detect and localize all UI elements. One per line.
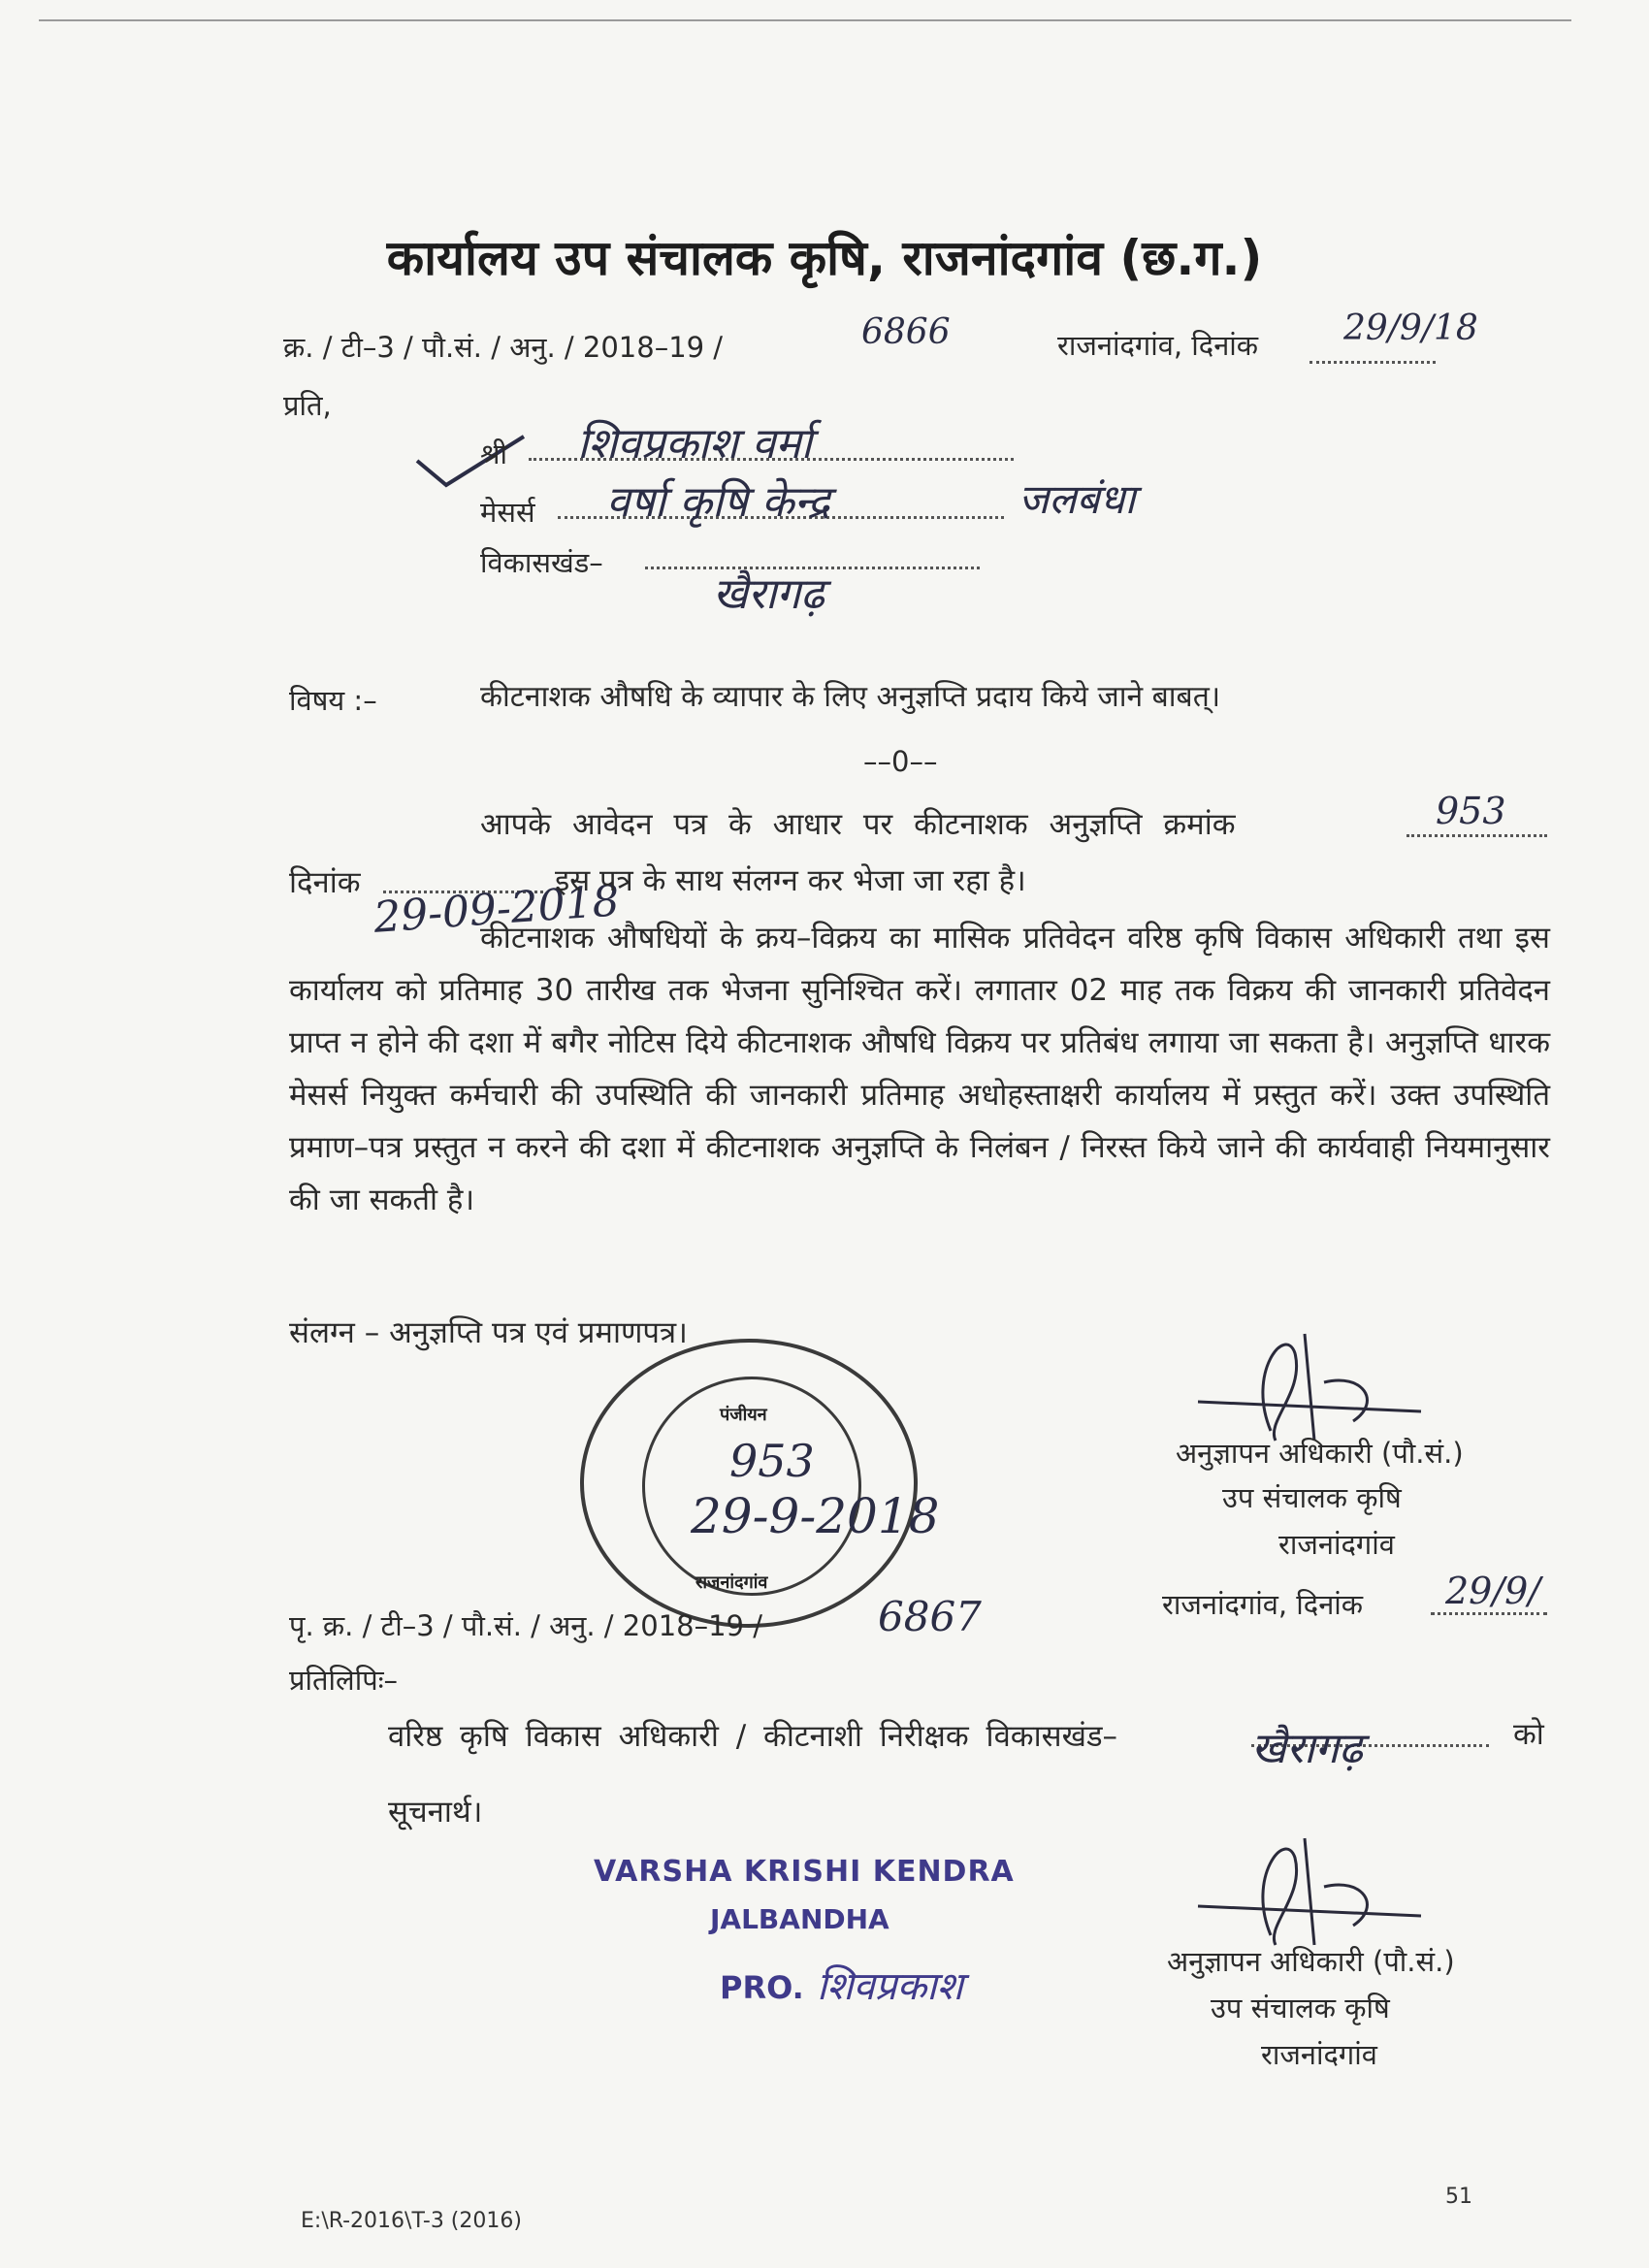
seal-date: 29-9-2018 — [691, 1488, 940, 1544]
copy-place-date-label: राजनांदगांव, दिनांक — [1162, 1588, 1364, 1621]
copy-label: प्रतिलिपिः– — [289, 1664, 399, 1697]
copy-block-handwritten: खैरागढ़ — [1251, 1724, 1363, 1773]
seal-number: 953 — [729, 1435, 815, 1487]
ref-number: क्र. / टी–3 / पौ.सं. / अनु. / 2018–19 / — [283, 331, 724, 364]
dealer-pro-signature: शिवप्रकाश — [817, 1964, 963, 2009]
footer-path: E:\R-2016\T-3 (2016) — [301, 2209, 522, 2233]
officer-signature-2 — [1179, 1819, 1431, 1955]
copy-ref-number: पृ. क्र. / टी–3 / पौ.सं. / अनु. / 2018–19 / — [289, 1609, 762, 1642]
sig1-line1: अनुज्ञापन अधिकारी (पौ.सं.) — [1176, 1437, 1464, 1470]
separator: ––0–– — [863, 745, 938, 778]
subject-text: कीटनाशक औषधि के व्यापार के लिए अनुज्ञप्ति प्रदाय किये जाने बाबत्। — [480, 680, 1221, 714]
shri-handwritten: शिवप्रकाश वर्मा — [577, 419, 813, 469]
copy-line1-end: को — [1513, 1717, 1544, 1752]
messrs-handwritten-2: जलबंधा — [1018, 475, 1136, 523]
para2-body: कीटनाशक औषधियों के क्रय–विक्रय का मासिक प्रतिवेदन वरिष्ठ कृषि विकास अधिकारी तथा इस कार्यालय को प्रतिमाह 30 तारीख तक भेजना सुनिश्चित करें। लगातार 02 माह तक विक्रय की जानकारी प्रतिवेदन प्राप्त न होने की दशा में बगैर नोटिस दिये कीटनाशक औषधि विक्रय पर प्रतिबंध लगाया जा सकता है। अनुज्ञप्ति धारक मेसर्स नियुक्त कर्मचारी की उपस्थिति की जानकारी प्रतिमाह अधोहस्ताक्षरी कार्यालय में प्रस्तुत करें। उक्त उपस्थिति प्रमाण–पत्र प्रस्तुत न करने की दशा में कीटनाशक अनुज्ञप्ति के निलंबन / निरस्त किये जाने की कार्यवाही नियमानुसार की जा सकती है। — [289, 921, 1550, 1217]
block-handwritten: खैरागढ़ — [713, 569, 824, 619]
sig2-line2: उप संचालक कृषि — [1211, 1992, 1390, 2025]
officer-signature-1 — [1179, 1314, 1431, 1450]
enclosure-line: संलग्न – अनुज्ञप्ति पत्र एवं प्रमाणपत्र। — [289, 1315, 688, 1350]
copy-date-dots — [1431, 1612, 1547, 1615]
para1-line2: इस पत्र के साथ संलग्न कर भेजा जा रहा है। — [555, 863, 1026, 898]
copy-line2: सूचनार्थ। — [388, 1795, 483, 1830]
sig2-line3: राजनांदगांव — [1261, 2038, 1377, 2071]
sig1-line3: राजनांदगांव — [1278, 1528, 1395, 1561]
sig1-line2: उप संचालक कृषि — [1222, 1481, 1402, 1514]
para1-date-handwritten: 29-09-2018 — [372, 876, 622, 943]
date-handwritten: 29/9/18 — [1343, 308, 1478, 348]
shri-label: श्री — [480, 437, 508, 470]
copy-date-handwritten: 29/9/ — [1445, 1570, 1541, 1612]
top-border-line — [39, 19, 1571, 21]
messrs-handwritten: वर्षा कृषि केन्द्र — [606, 477, 830, 527]
dealer-pro-label: PRO. — [720, 1969, 804, 2006]
ref-handwritten: 6866 — [861, 312, 951, 352]
page-number: 51 — [1445, 2185, 1472, 2209]
seal-city: राजनांदगांव — [695, 1572, 768, 1593]
license-handwritten: 953 — [1436, 790, 1506, 832]
copy-line1: वरिष्ठ कृषि विकास अधिकारी / कीटनाशी निरीक्षक विकासखंड– — [388, 1719, 1118, 1754]
dealer-place: JALBANDHA — [710, 1903, 889, 1935]
para1-line1: आपके आवेदन पत्र के आधार पर कीटनाशक अनुज्ञप्ति क्रमांक — [480, 807, 1236, 842]
messrs-label: मेसर्स — [480, 496, 535, 529]
copy-ref-handwritten: 6867 — [878, 1593, 982, 1640]
check-mark-icon — [412, 432, 529, 490]
block-label: विकासखंड– — [480, 546, 603, 579]
subject-label: विषय :– — [289, 684, 377, 717]
to-label: प्रति, — [283, 389, 332, 422]
para1-date-label: दिनांक — [289, 865, 361, 900]
place-date-label: राजनांदगांव, दिनांक — [1057, 329, 1259, 362]
sig2-line1: अनुज्ञापन अधिकारी (पौ.सं.) — [1167, 1945, 1455, 1978]
office-title: कार्यालय उप संचालक कृषि, राजनांदगांव (छ.ग.) — [386, 230, 1263, 286]
license-dots — [1406, 834, 1547, 837]
office-seal — [580, 1339, 940, 1628]
dealer-name: VARSHA KRISHI KENDRA — [594, 1855, 1015, 1889]
seal-label: पंजीयन — [720, 1405, 767, 1425]
